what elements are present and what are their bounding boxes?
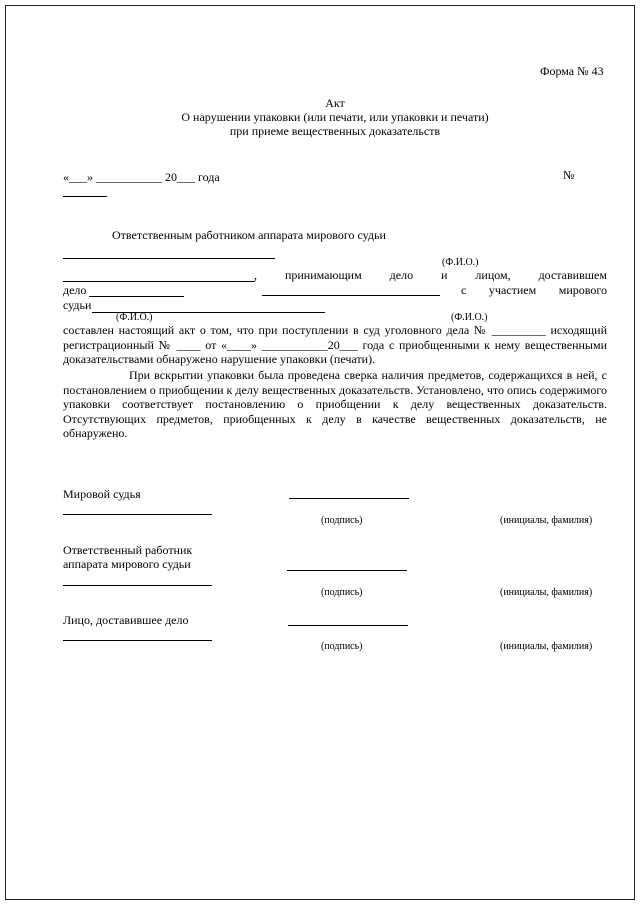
sig-deliverer-initials-label: (инициалы, фамилия) — [500, 641, 593, 652]
case-word-1: с — [461, 283, 467, 297]
sig-deliverer-signature-blank — [288, 625, 408, 626]
fio-label-left: (Ф.И.О.) — [116, 312, 153, 323]
receiving-word-3: и — [441, 268, 448, 282]
act-paragraph-1: составлен настоящий акт о том, что при поступлении в суд уголовного дела № _________ исходящий регистрационный № ____ от «____» ___________20___ года с приобщенными к нему вещественными доказательствами обнаружено нарушение упаковки (печати). — [63, 323, 607, 366]
sig-deliverer-signature-label: (подпись) — [321, 641, 363, 652]
title-line-1: Акт — [325, 96, 345, 110]
sig-deliverer-extra-blank — [63, 640, 212, 641]
form-number: Форма № 43 — [540, 64, 604, 78]
title-line-3: при приеме вещественных доказательств — [229, 124, 441, 138]
sig-judge-initials-label: (инициалы, фамилия) — [500, 515, 593, 526]
sig-worker-signature-blank — [287, 570, 407, 571]
sig-worker-signature-label: (подпись) — [321, 587, 363, 598]
worker-name-blank — [63, 281, 255, 282]
case-blank — [89, 296, 184, 297]
act-paragraph-2: При вскрытии упаковки была проведена сверка наличия предметов, содержащихся в ней, с постановлением о приобщении к делу вещественных доказательств. Установлено, что опись содержимого упаковки соответствует постановлению о приобщении к делу вещественных доказательств. Отсутствующих предметов, приобщенных к делу в качестве вещественных доказательств, не обнаружено. — [63, 368, 607, 440]
number-sign: № — [563, 168, 575, 182]
fio-label-right-1: (Ф.И.О.) — [442, 257, 479, 268]
case-prefix: дело — [63, 283, 87, 297]
sig-judge-label: Мировой судья — [63, 487, 141, 501]
responsible-name-blank — [63, 258, 275, 259]
title-line-2: О нарушении упаковки (или печати, или упаковки и печати) — [181, 110, 489, 124]
receiving-word-4: лицом, — [475, 268, 511, 282]
fio-label-right-2: (Ф.И.О.) — [451, 312, 488, 323]
date-line: «___» ___________ 20___ года — [63, 170, 220, 184]
receiving-word-2: дело — [389, 268, 414, 282]
receiving-line — [254, 268, 607, 282]
sig-worker-label-2: аппарата мирового судьи — [63, 557, 191, 571]
number-blank — [63, 196, 107, 197]
receiving-word-5: доставившем — [538, 268, 607, 282]
case-word-2: участием — [488, 283, 537, 297]
receiving-comma: , — [254, 268, 257, 282]
sig-judge-extra-blank — [63, 514, 212, 515]
case-word-3: мирового — [558, 283, 607, 297]
responsible-intro: Ответственным работником аппарата мирового судьи — [112, 228, 386, 242]
sig-deliverer-label: Лицо, доставившее дело — [63, 613, 189, 627]
sig-worker-label-1: Ответственный работник — [63, 543, 193, 557]
receiving-word-1: принимающим — [284, 268, 362, 282]
sig-judge-signature-blank — [289, 498, 409, 499]
page-border — [5, 5, 635, 900]
sig-judge-signature-label: (подпись) — [321, 515, 363, 526]
judge-prefix: судьи — [63, 298, 92, 312]
sig-worker-extra-blank — [63, 585, 212, 586]
case-line-tail — [461, 283, 607, 297]
deliverer-name-blank — [262, 295, 440, 296]
sig-worker-initials-label: (инициалы, фамилия) — [500, 587, 593, 598]
